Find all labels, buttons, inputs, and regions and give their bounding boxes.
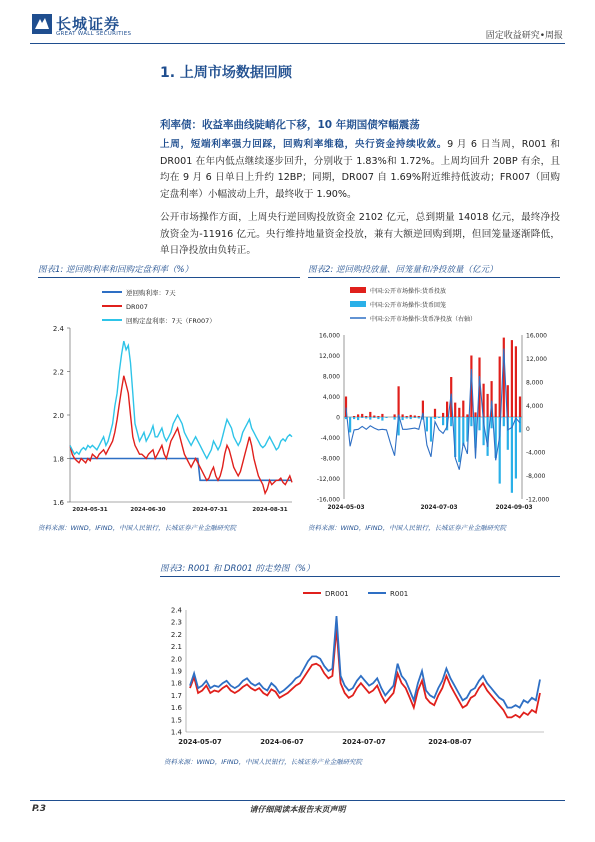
bar-withdrawal: [394, 417, 396, 420]
bar-withdrawal: [519, 417, 521, 432]
bar-withdrawal: [361, 417, 363, 418]
company-logo-icon: [32, 14, 52, 34]
bar-injection: [418, 416, 420, 417]
legend-label: 回购定盘利率：7天（FR007）: [126, 317, 216, 325]
bar-withdrawal: [410, 417, 412, 419]
y-tick-label-left: 12,000: [319, 353, 340, 360]
bar-injection: [454, 403, 456, 417]
bar-withdrawal: [515, 417, 517, 479]
y-tick-label: 1.4: [170, 728, 182, 737]
logo-subtext: GREAT WALL SECURITIES: [56, 31, 132, 37]
x-tick-label: 2024-06-07: [260, 738, 304, 746]
y-tick-label-left: -16,000: [316, 496, 340, 504]
y-tick-label-left: -8,000: [320, 455, 340, 463]
bar-injection: [353, 416, 355, 417]
bar-withdrawal: [458, 417, 460, 462]
y-tick-label-right: 0: [526, 426, 530, 434]
y-tick-label: 2.3: [170, 618, 182, 627]
bar-withdrawal: [365, 417, 367, 419]
y-tick-label-left: 0: [336, 414, 340, 422]
x-tick-label: 2024-05-03: [327, 505, 365, 511]
y-tick-label: 1.7: [170, 691, 182, 700]
bar-injection: [377, 416, 379, 417]
bar-injection: [414, 416, 416, 418]
section-title: 1. 上周市场数据回顾: [160, 65, 292, 81]
bar-withdrawal: [377, 417, 379, 419]
bar-injection: [495, 404, 497, 417]
y-tick-label: 1.5: [170, 716, 182, 725]
y-tick-label-left: 4,000: [322, 394, 340, 401]
figure3-title: 图表3: R001 和 DR001 的走势图（%）: [160, 562, 560, 577]
y-tick-label-left: -4,000: [320, 435, 340, 442]
bar-injection: [406, 416, 408, 417]
bar-withdrawal: [353, 417, 355, 419]
bar-injection: [398, 386, 400, 417]
x-tick-label: 2024-05-31: [72, 507, 108, 513]
paragraph-2: 公开市场操作方面，上周央行逆回购投放资金 2102 亿元，总到期量 14018 亿元，最终净投放资金为-11916 亿元。央行维持地量资金投放，兼有大额逆回购到期，但回笼量逐渐降低，单日净投放由负转正。: [160, 212, 560, 256]
figure2-source: 资料来源：WIND，IFIND，中国人民银行，长城证券产业金融研究院: [308, 524, 507, 532]
bar-withdrawal: [349, 417, 351, 432]
bar-withdrawal: [430, 417, 432, 442]
y-tick-label-right: 12,000: [526, 355, 547, 363]
y-tick-label: 1.8: [170, 679, 182, 688]
y-tick-label: 1.9: [170, 667, 182, 676]
bar-injection: [373, 416, 375, 418]
bar-injection: [474, 412, 476, 417]
bar-injection: [458, 408, 460, 417]
bar-injection: [442, 413, 444, 417]
x-tick-label: 2024-07-07: [342, 738, 386, 746]
bar-injection: [466, 414, 468, 417]
paragraph-1: [160, 137, 560, 203]
bar-withdrawal: [470, 417, 472, 426]
y-tick-label-right: -12,000: [526, 496, 550, 504]
bar-withdrawal: [434, 417, 436, 419]
bar-withdrawal: [503, 417, 505, 426]
subsection-title: 利率债：收益率曲线陡峭化下移，10 年期国债窄幅震荡: [160, 119, 420, 131]
y-tick-label: 1.6: [52, 499, 64, 507]
net-injection-line: [346, 349, 520, 470]
series-line: [70, 376, 292, 494]
legend-swatch: [350, 301, 366, 307]
footer-disclaimer: 请仔细阅读本报告末页声明: [249, 805, 346, 814]
bar-withdrawal: [414, 417, 416, 418]
figure3-chart: [158, 580, 558, 755]
figure1-source: 资料来源：WIND，IFIND，中国人民银行，长城证券产业金融研究院: [38, 524, 237, 532]
y-tick-label-right: 16,000: [526, 332, 547, 340]
x-tick-label: 2024-05-07: [178, 738, 222, 746]
footer-divider: [30, 800, 565, 801]
figure2-title: 图表2: 逆回购投放量、回笼量和净投放量（亿元）: [308, 263, 560, 278]
figure1-title: 图表1: 逆回购利率和回购定盘利率（%）: [38, 263, 300, 278]
y-tick-label: 2.4: [52, 325, 64, 333]
bar-withdrawal: [369, 417, 371, 420]
y-tick-label-right: 4,000: [526, 402, 544, 410]
y-tick-label-left: -12,000: [316, 476, 340, 483]
legend-label: 中国:公开市场操作:货币净投放（右轴）: [370, 316, 477, 323]
x-tick-label: 2024-09-03: [495, 505, 533, 511]
legend-swatch: [350, 287, 366, 293]
bar-withdrawal: [442, 417, 444, 425]
bar-withdrawal: [402, 417, 404, 420]
legend-label: 逆回购利率：7天: [126, 289, 176, 297]
legend-label: 中国:公开市场操作:货币投放: [370, 288, 447, 295]
bar-injection: [361, 414, 363, 417]
bar-withdrawal: [373, 417, 375, 418]
y-tick-label: 2.2: [52, 368, 64, 377]
bar-injection: [487, 394, 489, 417]
y-tick-label: 1.6: [170, 704, 182, 713]
y-tick-label-right: -4,000: [526, 449, 546, 457]
bar-withdrawal: [381, 417, 383, 421]
logo-text: 长城证券: [56, 15, 121, 33]
figure3-source: 资料来源：WIND，IFIND，中国人民银行，长城证券产业金融研究院: [164, 758, 363, 766]
page-number: P.3: [32, 804, 46, 814]
bar-injection: [357, 414, 359, 417]
figure2-chart: [300, 280, 565, 520]
bar-injection: [434, 409, 436, 417]
x-tick-label: 2024-06-30: [130, 507, 166, 513]
bar-injection: [410, 415, 412, 417]
y-tick-label: 1.8: [52, 455, 64, 464]
bar-injection: [369, 412, 371, 417]
bar-injection: [519, 397, 521, 418]
y-tick-label: 2.2: [170, 630, 182, 639]
y-tick-label: 2.1: [170, 643, 182, 652]
legend-label: DR001: [325, 590, 349, 598]
bar-injection: [515, 346, 517, 417]
y-tick-label-right: -8,000: [526, 473, 546, 481]
y-tick-label-left: 16,000: [319, 332, 340, 340]
bar-withdrawal: [357, 417, 359, 420]
paragraph-1-body: 9 月 6 日当周，R001 和 DR001 在年内低点继续逐步回升，分别收于 1.83%和 1.72%。上周均回升 20BP 有余，且均在 9 月 6 日单日上升约 12BP；同期，DR007 自 1.69%附近维持低波动；FR007（回购定盘利率）小幅波动上升，最终收于 1.90%。: [160, 139, 560, 200]
bar-injection: [446, 402, 448, 417]
bar-withdrawal: [406, 417, 408, 419]
x-tick-label: 2024-08-31: [252, 507, 288, 513]
y-tick-label: 2.0: [170, 655, 182, 664]
bar-injection: [402, 414, 404, 417]
x-tick-label: 2024-07-31: [192, 507, 228, 513]
bar-withdrawal: [385, 417, 387, 418]
series-line: [190, 628, 540, 717]
bar-injection: [462, 401, 464, 417]
legend-label: DR007: [126, 303, 148, 311]
bar-injection: [394, 414, 396, 417]
legend-label: R001: [390, 590, 409, 598]
figure1-chart: [30, 280, 302, 520]
bar-withdrawal: [426, 417, 428, 431]
y-tick-label: 2.0: [52, 412, 64, 420]
bar-injection: [511, 340, 513, 417]
y-tick-label-right: 8,000: [526, 379, 544, 387]
bar-withdrawal: [438, 417, 440, 418]
header-divider: [30, 43, 565, 44]
bar-injection: [381, 414, 383, 417]
paragraph-1-lead: 上周，短端利率强力回踩，回购利率维稳，央行资金持续收敛。: [160, 139, 448, 150]
x-tick-label: 2024-07-03: [420, 505, 458, 511]
bar-withdrawal: [462, 417, 464, 446]
legend-label: 中国:公开市场操作:货币回笼: [370, 302, 447, 309]
y-tick-label-left: 8,000: [322, 373, 340, 381]
bar-withdrawal: [450, 417, 452, 426]
bar-withdrawal: [478, 417, 480, 430]
bar-withdrawal: [418, 417, 420, 419]
report-type: 固定收益研究•周报: [485, 31, 563, 41]
series-line: [190, 616, 540, 708]
x-tick-label: 2024-08-07: [428, 738, 472, 746]
y-tick-label: 2.4: [170, 606, 182, 615]
bar-injection: [499, 357, 501, 418]
bar-injection: [365, 416, 367, 417]
